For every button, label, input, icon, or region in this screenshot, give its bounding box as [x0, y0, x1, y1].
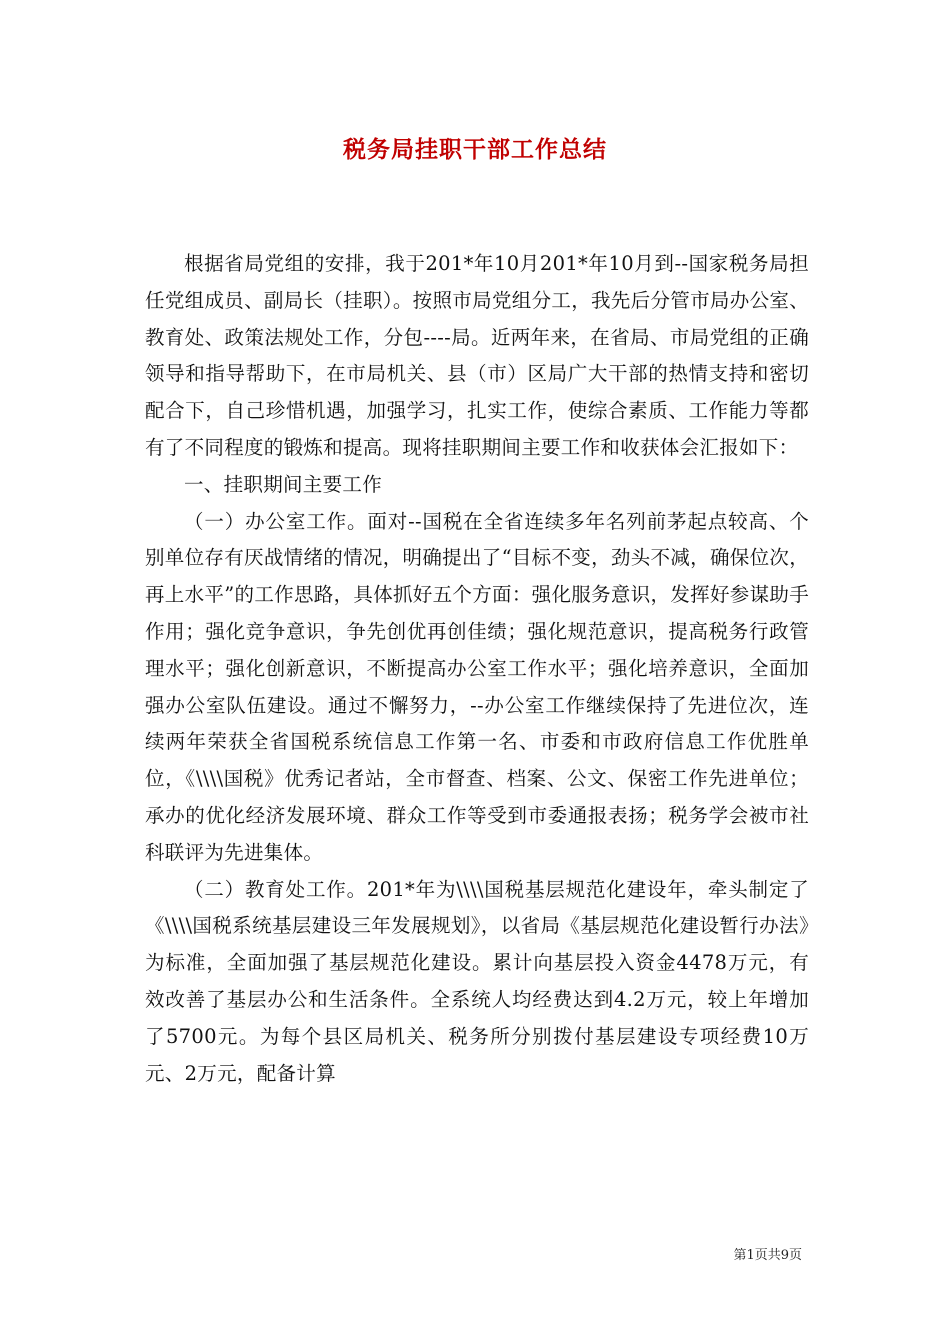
office-work-paragraph: （一）办公室工作。面对--国税在全省连续多年名列前茅起点较高、个别单位存有厌战情绪的情况，明确提出了“目标不变，劲头不减，确保位次，再上水平”的工作思路，具体抓好五个方面：强化服务意识，发挥好参谋助手作用；强化竞争意识，争先创优再创佳绩；强化规范意识，提高税务行政管理水平；强化创新意识，不断提高办公室工作水平；强化培养意识，全面加强办公室队伍建设。通过不懈努力，--办公室工作继续保持了先进位次，连续两年荣获全省国税系统信息工作第一名、市委和市政府信息工作优胜单位，《\\\\国税》优秀记者站，全市督查、档案、公文、保密工作先进单位；承办的优化经济发展环境、群众工作等受到市委通报表扬；税务学会被市社科联评为先进集体。 [145, 509, 809, 864]
page-number: 第1页共9页 [733, 1248, 802, 1263]
document-title: 税务局挂职干部工作总结 [343, 136, 607, 163]
section-heading: 一、挂职期间主要工作 [184, 472, 383, 496]
document-body [145, 246, 809, 1092]
education-work-paragraph: （二）教育处工作。201*年为\\\\国税基层规范化建设年，牵头制定了《\\\\国税系统基层建设三年发展规划》，以省局《基层规范化建设暂行办法》为标准，全面加强了基层规范化建设。累计向基层投入资金4478万元，有效改善了基层办公和生活条件。全系统人均经费达到4.2万元，较上年增加了5700元。为每个县区局机关、税务所分别拨付基层建设专项经费10万元、2万元，配备计算 [145, 877, 809, 1085]
page-footer [733, 1247, 802, 1265]
intro-paragraph: 根据省局党组的安排，我于201*年10月201*年10月到--国家税务局担任党组成员、副局长（挂职）。按照市局党组分工，我先后分管市局办公室、教育处、政策法规处工作，分包----局。近两年来，在省局、市局党组的正确领导和指导帮助下，在市局机关、县（市）区局广大干部的热情支持和密切配合下，自己珍惜机遇，加强学习，扎实工作，使综合素质、工作能力等都有了不同程度的锻炼和提高。现将挂职期间主要工作和收获体会汇报如下： [145, 252, 809, 459]
